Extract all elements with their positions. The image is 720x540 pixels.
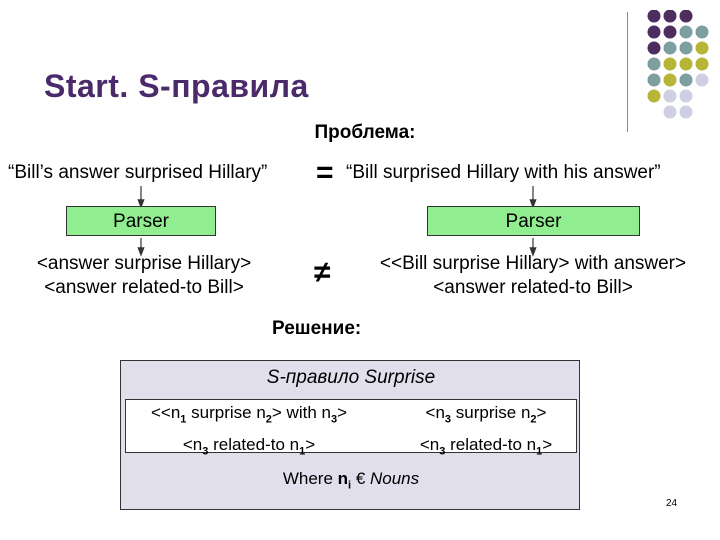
parser-box-right: Parser <box>427 206 640 236</box>
rule-right-line2: $<n_3$ related-to $n_1>$ <box>419 435 553 458</box>
rule-right-pattern <box>398 400 574 465</box>
structure-left-line1: <answer surprise Hillary> <box>36 253 252 274</box>
equals-sign: = <box>316 156 334 189</box>
rule-left-pattern <box>126 400 372 465</box>
parser-box-left: Parser <box>66 206 216 236</box>
solution-heading: Решение: <box>272 318 362 339</box>
rule-mapping <box>125 399 577 458</box>
structure-right-line1: <<Bill surprise Hillary> with answer> <box>379 253 687 274</box>
slide-number: 24 <box>666 498 678 509</box>
rule-right-line1: $<n_3$ surprise $n_2>$ <box>425 403 547 426</box>
rule-left-line1: $<<n_1$ surprise $n_2>$ with $n_3>$ <box>150 403 348 426</box>
sentence-right: “Bill surprised Hillary with his answer” <box>346 162 661 183</box>
structure-left-line2: <answer related-to Bill> <box>44 277 244 298</box>
rule-left-line2: $<n_3$ related-to $n_1>$ <box>182 435 316 458</box>
structure-right-line2: <answer related-to Bill> <box>433 277 633 298</box>
sentence-left: “Bill’s answer surprised Hillary” <box>8 162 268 183</box>
problem-heading: Проблема: <box>314 122 416 143</box>
not-equal-sign: ≠ <box>314 256 331 289</box>
slide-title: Start. S-правила <box>44 68 309 104</box>
structure-right <box>352 252 714 300</box>
rule-note: Where $n_i$ € Nouns <box>282 469 420 492</box>
rule-title: S-правило Surprise <box>266 367 436 388</box>
s-rule-box <box>120 360 580 510</box>
structure-left <box>16 252 272 300</box>
